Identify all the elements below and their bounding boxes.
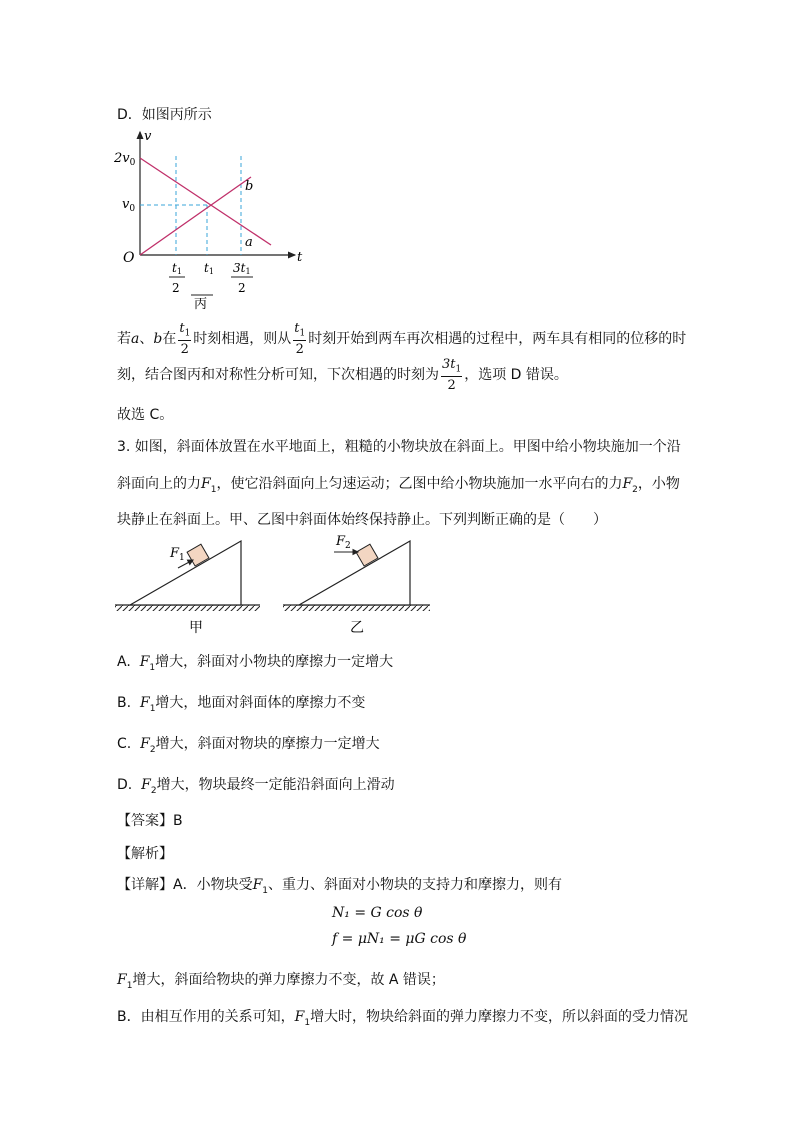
option-c: C. $F_2$增大，斜面对物块的摩擦力一定增大: [117, 736, 380, 755]
label-b: b: [245, 179, 254, 194]
option-d: D. $F_2$增大，物块最终一定能沿斜面向上滑动: [117, 777, 395, 796]
line-b: [140, 177, 254, 255]
svg-text:t1: t1: [172, 261, 182, 276]
option-a: A. $F_1$增大，斜面对小物块的摩擦力一定增大: [117, 654, 394, 673]
answer-line: 【答案】B: [117, 813, 183, 829]
svg-text:3t1: 3t1: [233, 261, 251, 276]
svg-text:2: 2: [238, 281, 246, 295]
svg-text:2: 2: [172, 281, 180, 295]
option-d-heading: D．如图丙所示: [117, 107, 212, 123]
conclusion-a: $F_1$增大，斜面给物块的弹力摩擦力不变，故 A 错误；: [117, 972, 445, 991]
figure-yi: [283, 534, 430, 636]
detail-line: 【详解】A．小物块受$F_1$、重力、斜面对小物块的支持力和摩擦力，则有: [117, 877, 563, 896]
label-F2: $F_2$: [336, 534, 351, 551]
caption-jia: 甲: [189, 620, 203, 636]
q3-line2: 斜面向上的力$F_1$，使它沿斜面向上匀速运动；乙图中给小物块施加一水平向右的力$F_2$，小物: [117, 476, 680, 495]
option-b: B. $F_1$增大，地面对斜面体的摩擦力不变: [117, 695, 366, 714]
label-a: a: [245, 235, 253, 250]
para1-line1: 若a、b在 $\frac{t_1}{2}$ 时刻相遇，则从 $\frac{t_1}{2}$ 时刻开始到两车再次相遇的过程中，两车具有相同的位移的时: [117, 321, 687, 357]
vt-graph: [105, 122, 320, 317]
tick-3t1-half: [231, 261, 253, 295]
q3-line3: 块静止在斜面上。甲、乙图中斜面体始终保持静止。下列判断正确的是（ ）: [117, 512, 607, 528]
caption-yi: 乙: [350, 620, 364, 636]
origin-label: O: [123, 250, 135, 266]
para1-line2: 刻，结合图丙和对称性分析可知，下次相遇的时刻为 $\frac{3t_1}{2}$ ，选项 D 错误。: [117, 357, 568, 393]
y-label-v0: $v_0$: [122, 197, 136, 214]
figure-jia: [115, 541, 260, 636]
equation-2: f = μN₁ = μG cos θ: [332, 931, 467, 947]
tick-t1: t1: [204, 261, 214, 276]
equation-1: N₁ = G cos θ: [332, 905, 423, 921]
analysis-heading: 【解析】: [117, 846, 173, 862]
y-label-2v0: $2v_0$: [114, 151, 136, 168]
q3-line1: 3. 如图，斜面体放置在水平地面上，粗糙的小物块放在斜面上。甲图中给小物块施加一个沿: [117, 439, 681, 455]
graph-caption: 丙: [194, 297, 208, 312]
tick-t1-half: [169, 261, 185, 295]
choose-line: 故选 C。: [117, 407, 174, 423]
line-a: [140, 158, 271, 245]
conclusion-b: B．由相互作用的关系可知，$F_1$增大时，物块给斜面的弹力摩擦力不变，所以斜面的受力情况: [117, 1009, 689, 1028]
v-axis-label: v: [144, 129, 152, 144]
t-axis-label: t: [297, 250, 303, 265]
incline-figure: [110, 528, 440, 638]
label-F1: $F_1$: [170, 546, 185, 563]
